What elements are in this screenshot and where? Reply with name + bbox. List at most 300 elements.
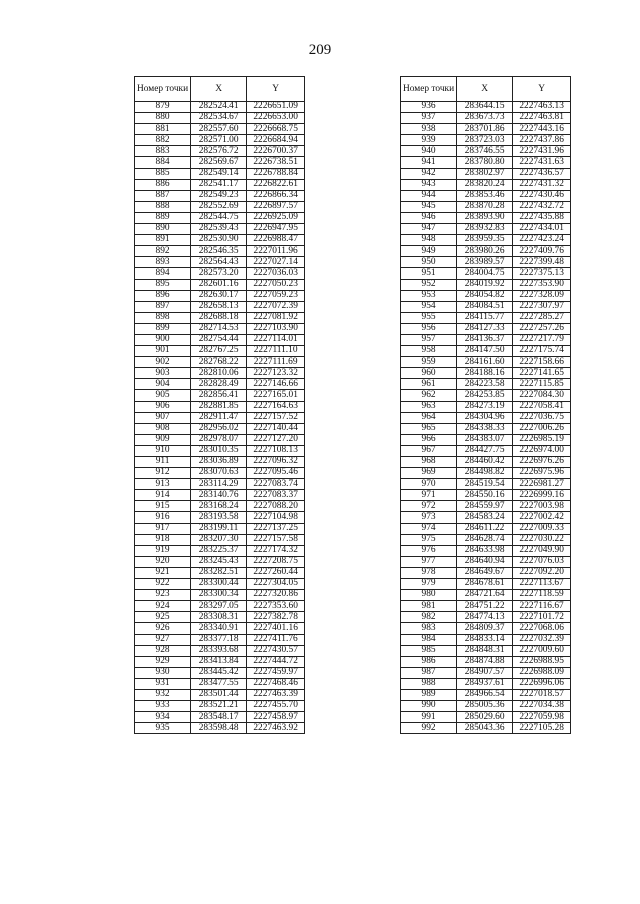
table-body-left xyxy=(135,102,305,734)
table-row xyxy=(401,401,571,412)
y-coordinate-cell: 2227059.98 xyxy=(513,712,571,723)
point-number-cell: 932 xyxy=(135,689,191,700)
point-number-cell: 936 xyxy=(401,102,457,113)
table-row xyxy=(401,190,571,201)
x-coordinate-cell: 283168.24 xyxy=(191,501,247,512)
point-number-cell: 953 xyxy=(401,290,457,301)
y-coordinate-cell: 2227011.96 xyxy=(247,246,305,257)
x-coordinate-cell: 284127.33 xyxy=(457,323,513,334)
point-number-cell: 922 xyxy=(135,579,191,590)
y-coordinate-cell: 2227108.13 xyxy=(247,445,305,456)
point-number-cell: 969 xyxy=(401,468,457,479)
point-number-cell: 972 xyxy=(401,501,457,512)
y-coordinate-cell: 2227083.37 xyxy=(247,490,305,501)
table-row xyxy=(401,678,571,689)
y-coordinate-cell: 2226996.06 xyxy=(513,678,571,689)
y-coordinate-cell: 2227111.69 xyxy=(247,357,305,368)
point-number-cell: 917 xyxy=(135,523,191,534)
table-row xyxy=(135,634,305,645)
table-row xyxy=(135,201,305,212)
table-row xyxy=(135,190,305,201)
x-coordinate-cell: 284611.22 xyxy=(457,523,513,534)
header-x: X xyxy=(457,77,513,102)
x-coordinate-cell: 284640.94 xyxy=(457,556,513,567)
point-number-cell: 988 xyxy=(401,678,457,689)
point-number-cell: 971 xyxy=(401,490,457,501)
y-coordinate-cell: 2227096.32 xyxy=(247,457,305,468)
x-coordinate-cell: 282828.49 xyxy=(191,379,247,390)
point-number-cell: 949 xyxy=(401,246,457,257)
x-coordinate-cell: 282564.43 xyxy=(191,257,247,268)
point-number-cell: 961 xyxy=(401,379,457,390)
point-number-cell: 909 xyxy=(135,434,191,445)
table-row xyxy=(401,712,571,723)
point-number-cell: 903 xyxy=(135,368,191,379)
table-row xyxy=(135,235,305,246)
table-row xyxy=(135,179,305,190)
table-row xyxy=(401,157,571,168)
x-coordinate-cell: 284559.97 xyxy=(457,501,513,512)
x-coordinate-cell: 283300.44 xyxy=(191,579,247,590)
table-row xyxy=(135,102,305,113)
x-coordinate-cell: 284874.88 xyxy=(457,656,513,667)
point-number-cell: 967 xyxy=(401,445,457,456)
point-number-cell: 978 xyxy=(401,567,457,578)
table-row xyxy=(135,279,305,290)
point-number-cell: 934 xyxy=(135,712,191,723)
table-row xyxy=(401,534,571,545)
point-number-cell: 893 xyxy=(135,257,191,268)
x-coordinate-cell: 282534.67 xyxy=(191,113,247,124)
y-coordinate-cell: 2227101.72 xyxy=(513,612,571,623)
y-coordinate-cell: 2227140.44 xyxy=(247,423,305,434)
y-coordinate-cell: 2226999.16 xyxy=(513,490,571,501)
table-row xyxy=(401,290,571,301)
table-row xyxy=(135,567,305,578)
point-number-cell: 943 xyxy=(401,179,457,190)
point-number-cell: 968 xyxy=(401,457,457,468)
point-number-cell: 931 xyxy=(135,678,191,689)
table-row xyxy=(401,323,571,334)
x-coordinate-cell: 283282.51 xyxy=(191,567,247,578)
y-coordinate-cell: 2227175.74 xyxy=(513,346,571,357)
y-coordinate-cell: 2227003.98 xyxy=(513,501,571,512)
table-row xyxy=(135,712,305,723)
x-coordinate-cell: 283207.30 xyxy=(191,534,247,545)
point-number-cell: 986 xyxy=(401,656,457,667)
x-coordinate-cell: 284907.57 xyxy=(457,667,513,678)
point-number-cell: 951 xyxy=(401,268,457,279)
x-coordinate-cell: 283521.21 xyxy=(191,701,247,712)
point-number-cell: 947 xyxy=(401,224,457,235)
x-coordinate-cell: 283870.28 xyxy=(457,201,513,212)
table-row xyxy=(135,401,305,412)
y-coordinate-cell: 2227058.41 xyxy=(513,401,571,412)
y-coordinate-cell: 2227111.10 xyxy=(247,346,305,357)
table-row xyxy=(135,368,305,379)
table-row xyxy=(135,423,305,434)
y-coordinate-cell: 2227146.66 xyxy=(247,379,305,390)
x-coordinate-cell: 284188.16 xyxy=(457,368,513,379)
x-coordinate-cell: 282856.41 xyxy=(191,390,247,401)
point-number-cell: 944 xyxy=(401,190,457,201)
y-coordinate-cell: 2227443.16 xyxy=(513,124,571,135)
point-number-cell: 901 xyxy=(135,346,191,357)
x-coordinate-cell: 282754.44 xyxy=(191,334,247,345)
table-row xyxy=(135,445,305,456)
x-coordinate-cell: 284427.75 xyxy=(457,445,513,456)
y-coordinate-cell: 2227158.66 xyxy=(513,357,571,368)
x-coordinate-cell: 282549.23 xyxy=(191,190,247,201)
x-coordinate-cell: 284019.92 xyxy=(457,279,513,290)
x-coordinate-cell: 282549.14 xyxy=(191,168,247,179)
point-number-cell: 976 xyxy=(401,545,457,556)
point-number-cell: 920 xyxy=(135,556,191,567)
y-coordinate-cell: 2226976.26 xyxy=(513,457,571,468)
y-coordinate-cell: 2227114.01 xyxy=(247,334,305,345)
x-coordinate-cell: 283501.44 xyxy=(191,689,247,700)
x-coordinate-cell: 283644.15 xyxy=(457,102,513,113)
x-coordinate-cell: 283140.76 xyxy=(191,490,247,501)
table-row xyxy=(135,534,305,545)
y-coordinate-cell: 2226653.00 xyxy=(247,113,305,124)
x-coordinate-cell: 283413.84 xyxy=(191,656,247,667)
table-row xyxy=(135,301,305,312)
y-coordinate-cell: 2227165.01 xyxy=(247,390,305,401)
table-row xyxy=(401,279,571,290)
x-coordinate-cell: 284721.64 xyxy=(457,590,513,601)
y-coordinate-cell: 2227002.42 xyxy=(513,512,571,523)
x-coordinate-cell: 284649.67 xyxy=(457,567,513,578)
y-coordinate-cell: 2227084.30 xyxy=(513,390,571,401)
y-coordinate-cell: 2227095.46 xyxy=(247,468,305,479)
x-coordinate-cell: 283377.18 xyxy=(191,634,247,645)
table-row xyxy=(135,479,305,490)
y-coordinate-cell: 2227083.74 xyxy=(247,479,305,490)
table-row xyxy=(135,667,305,678)
x-coordinate-cell: 283114.29 xyxy=(191,479,247,490)
table-row xyxy=(135,556,305,567)
x-coordinate-cell: 284004.75 xyxy=(457,268,513,279)
point-number-cell: 892 xyxy=(135,246,191,257)
table-row xyxy=(401,379,571,390)
x-coordinate-cell: 282576.72 xyxy=(191,146,247,157)
table-row xyxy=(135,113,305,124)
point-number-cell: 956 xyxy=(401,323,457,334)
x-coordinate-cell: 282630.17 xyxy=(191,290,247,301)
point-number-cell: 900 xyxy=(135,334,191,345)
point-number-cell: 924 xyxy=(135,601,191,612)
y-coordinate-cell: 2227463.13 xyxy=(513,102,571,113)
table-row xyxy=(401,168,571,179)
y-coordinate-cell: 2226988.09 xyxy=(513,667,571,678)
table-row xyxy=(135,157,305,168)
point-number-cell: 899 xyxy=(135,323,191,334)
x-coordinate-cell: 284338.33 xyxy=(457,423,513,434)
y-coordinate-cell: 2227009.33 xyxy=(513,523,571,534)
x-coordinate-cell: 283548.17 xyxy=(191,712,247,723)
y-coordinate-cell: 2227036.03 xyxy=(247,268,305,279)
point-number-cell: 935 xyxy=(135,723,191,734)
y-coordinate-cell: 2226684.94 xyxy=(247,135,305,146)
x-coordinate-cell: 284937.61 xyxy=(457,678,513,689)
y-coordinate-cell: 2227328.09 xyxy=(513,290,571,301)
point-number-cell: 940 xyxy=(401,146,457,157)
table-row xyxy=(135,379,305,390)
table-row xyxy=(401,434,571,445)
x-coordinate-cell: 284678.61 xyxy=(457,579,513,590)
y-coordinate-cell: 2227431.96 xyxy=(513,146,571,157)
x-coordinate-cell: 285043.36 xyxy=(457,723,513,734)
point-number-cell: 916 xyxy=(135,512,191,523)
y-coordinate-cell: 2226988.95 xyxy=(513,656,571,667)
table-row xyxy=(135,168,305,179)
y-coordinate-cell: 2227137.25 xyxy=(247,523,305,534)
table-row xyxy=(135,135,305,146)
point-number-cell: 910 xyxy=(135,445,191,456)
table-row xyxy=(401,590,571,601)
point-number-cell: 883 xyxy=(135,146,191,157)
table-row xyxy=(401,701,571,712)
table-row xyxy=(401,179,571,190)
y-coordinate-cell: 2227285.27 xyxy=(513,312,571,323)
y-coordinate-cell: 2227164.63 xyxy=(247,401,305,412)
point-number-cell: 896 xyxy=(135,290,191,301)
y-coordinate-cell: 2227257.26 xyxy=(513,323,571,334)
y-coordinate-cell: 2227032.39 xyxy=(513,634,571,645)
point-number-cell: 959 xyxy=(401,357,457,368)
y-coordinate-cell: 2227411.76 xyxy=(247,634,305,645)
point-number-cell: 966 xyxy=(401,434,457,445)
table-row xyxy=(401,224,571,235)
point-number-cell: 981 xyxy=(401,601,457,612)
point-number-cell: 905 xyxy=(135,390,191,401)
table-row xyxy=(135,689,305,700)
y-coordinate-cell: 2227009.60 xyxy=(513,645,571,656)
point-number-cell: 898 xyxy=(135,312,191,323)
point-number-cell: 960 xyxy=(401,368,457,379)
table-row xyxy=(401,623,571,634)
x-coordinate-cell: 284498.82 xyxy=(457,468,513,479)
point-number-cell: 923 xyxy=(135,590,191,601)
point-number-cell: 881 xyxy=(135,124,191,135)
y-coordinate-cell: 2227072.39 xyxy=(247,301,305,312)
point-number-cell: 908 xyxy=(135,423,191,434)
table-row xyxy=(135,523,305,534)
y-coordinate-cell: 2227463.39 xyxy=(247,689,305,700)
table-row xyxy=(135,268,305,279)
x-coordinate-cell: 284273.19 xyxy=(457,401,513,412)
point-number-cell: 948 xyxy=(401,235,457,246)
table-row xyxy=(135,601,305,612)
x-coordinate-cell: 282530.90 xyxy=(191,235,247,246)
table-row xyxy=(135,590,305,601)
table-row xyxy=(135,501,305,512)
y-coordinate-cell: 2226738.51 xyxy=(247,157,305,168)
y-coordinate-cell: 2227123.32 xyxy=(247,368,305,379)
y-coordinate-cell: 2227127.20 xyxy=(247,434,305,445)
y-coordinate-cell: 2227034.38 xyxy=(513,701,571,712)
y-coordinate-cell: 2227059.23 xyxy=(247,290,305,301)
x-coordinate-cell: 284084.51 xyxy=(457,301,513,312)
table-row xyxy=(401,301,571,312)
point-number-cell: 902 xyxy=(135,357,191,368)
point-number-cell: 977 xyxy=(401,556,457,567)
table-row xyxy=(135,290,305,301)
y-coordinate-cell: 2227081.92 xyxy=(247,312,305,323)
x-coordinate-cell: 282573.20 xyxy=(191,268,247,279)
table-row xyxy=(135,323,305,334)
table-row xyxy=(401,124,571,135)
table-row xyxy=(401,457,571,468)
table-row xyxy=(135,678,305,689)
x-coordinate-cell: 283959.35 xyxy=(457,235,513,246)
x-coordinate-cell: 283820.24 xyxy=(457,179,513,190)
x-coordinate-cell: 282544.75 xyxy=(191,212,247,223)
table-row xyxy=(401,246,571,257)
point-number-cell: 979 xyxy=(401,579,457,590)
y-coordinate-cell: 2227115.85 xyxy=(513,379,571,390)
table-row xyxy=(401,102,571,113)
x-coordinate-cell: 282552.69 xyxy=(191,201,247,212)
y-coordinate-cell: 2227434.01 xyxy=(513,224,571,235)
y-coordinate-cell: 2227463.92 xyxy=(247,723,305,734)
x-coordinate-cell: 282810.06 xyxy=(191,368,247,379)
table-header-row xyxy=(135,77,305,102)
x-coordinate-cell: 283308.31 xyxy=(191,612,247,623)
x-coordinate-cell: 284583.24 xyxy=(457,512,513,523)
x-coordinate-cell: 284809.37 xyxy=(457,623,513,634)
point-number-cell: 894 xyxy=(135,268,191,279)
point-number-cell: 914 xyxy=(135,490,191,501)
x-coordinate-cell: 284751.22 xyxy=(457,601,513,612)
point-number-cell: 942 xyxy=(401,168,457,179)
point-number-cell: 983 xyxy=(401,623,457,634)
y-coordinate-cell: 2226822.61 xyxy=(247,179,305,190)
x-coordinate-cell: 282714.53 xyxy=(191,323,247,334)
point-number-cell: 889 xyxy=(135,212,191,223)
y-coordinate-cell: 2227092.20 xyxy=(513,567,571,578)
x-coordinate-cell: 284550.16 xyxy=(457,490,513,501)
x-coordinate-cell: 282881.85 xyxy=(191,401,247,412)
point-number-cell: 975 xyxy=(401,534,457,545)
y-coordinate-cell: 2227141.65 xyxy=(513,368,571,379)
x-coordinate-cell: 282524.41 xyxy=(191,102,247,113)
y-coordinate-cell: 2227157.52 xyxy=(247,412,305,423)
point-number-cell: 919 xyxy=(135,545,191,556)
table-row xyxy=(135,701,305,712)
x-coordinate-cell: 283893.90 xyxy=(457,212,513,223)
table-row xyxy=(401,634,571,645)
point-number-cell: 950 xyxy=(401,257,457,268)
table-row xyxy=(401,445,571,456)
x-coordinate-cell: 283297.05 xyxy=(191,601,247,612)
y-coordinate-cell: 2227436.57 xyxy=(513,168,571,179)
x-coordinate-cell: 282541.17 xyxy=(191,179,247,190)
y-coordinate-cell: 2226947.95 xyxy=(247,224,305,235)
x-coordinate-cell: 283070.63 xyxy=(191,468,247,479)
y-coordinate-cell: 2227307.97 xyxy=(513,301,571,312)
table-row xyxy=(401,667,571,678)
y-coordinate-cell: 2227030.22 xyxy=(513,534,571,545)
y-coordinate-cell: 2227432.72 xyxy=(513,201,571,212)
y-coordinate-cell: 2227036.75 xyxy=(513,412,571,423)
y-coordinate-cell: 2227049.90 xyxy=(513,545,571,556)
x-coordinate-cell: 282911.47 xyxy=(191,412,247,423)
table-row xyxy=(401,512,571,523)
point-number-cell: 985 xyxy=(401,645,457,656)
point-number-cell: 939 xyxy=(401,135,457,146)
table-row xyxy=(401,257,571,268)
table-body-right xyxy=(401,102,571,734)
x-coordinate-cell: 282557.60 xyxy=(191,124,247,135)
y-coordinate-cell: 2227076.03 xyxy=(513,556,571,567)
table-row xyxy=(135,312,305,323)
y-coordinate-cell: 2227105.28 xyxy=(513,723,571,734)
point-number-cell: 887 xyxy=(135,190,191,201)
y-coordinate-cell: 2227409.76 xyxy=(513,246,571,257)
table-row xyxy=(401,556,571,567)
x-coordinate-cell: 283980.26 xyxy=(457,246,513,257)
table-row xyxy=(135,512,305,523)
point-number-cell: 991 xyxy=(401,712,457,723)
x-coordinate-cell: 283193.58 xyxy=(191,512,247,523)
y-coordinate-cell: 2226651.09 xyxy=(247,102,305,113)
point-number-cell: 888 xyxy=(135,201,191,212)
y-coordinate-cell: 2227459.97 xyxy=(247,667,305,678)
y-coordinate-cell: 2227430.57 xyxy=(247,645,305,656)
table-row xyxy=(401,346,571,357)
point-number-cell: 926 xyxy=(135,623,191,634)
point-number-cell: 984 xyxy=(401,634,457,645)
x-coordinate-cell: 282569.67 xyxy=(191,157,247,168)
point-number-cell: 928 xyxy=(135,645,191,656)
point-number-cell: 987 xyxy=(401,667,457,678)
x-coordinate-cell: 284383.07 xyxy=(457,434,513,445)
point-number-cell: 946 xyxy=(401,212,457,223)
y-coordinate-cell: 2226866.34 xyxy=(247,190,305,201)
table-row xyxy=(135,246,305,257)
y-coordinate-cell: 2227431.32 xyxy=(513,179,571,190)
x-coordinate-cell: 284848.31 xyxy=(457,645,513,656)
x-coordinate-cell: 285005.36 xyxy=(457,701,513,712)
point-number-cell: 886 xyxy=(135,179,191,190)
y-coordinate-cell: 2227116.67 xyxy=(513,601,571,612)
x-coordinate-cell: 284223.58 xyxy=(457,379,513,390)
table-row xyxy=(135,124,305,135)
table-row xyxy=(401,201,571,212)
y-coordinate-cell: 2226788.84 xyxy=(247,168,305,179)
y-coordinate-cell: 2227118.59 xyxy=(513,590,571,601)
table-header-row xyxy=(401,77,571,102)
y-coordinate-cell: 2227157.58 xyxy=(247,534,305,545)
y-coordinate-cell: 2227430.46 xyxy=(513,190,571,201)
table-row xyxy=(401,212,571,223)
table-row xyxy=(401,334,571,345)
y-coordinate-cell: 2227375.13 xyxy=(513,268,571,279)
x-coordinate-cell: 282539.43 xyxy=(191,224,247,235)
y-coordinate-cell: 2227304.05 xyxy=(247,579,305,590)
x-coordinate-cell: 283673.73 xyxy=(457,113,513,124)
point-number-cell: 982 xyxy=(401,612,457,623)
x-coordinate-cell: 283300.34 xyxy=(191,590,247,601)
y-coordinate-cell: 2226975.96 xyxy=(513,468,571,479)
point-number-cell: 918 xyxy=(135,534,191,545)
x-coordinate-cell: 284633.98 xyxy=(457,545,513,556)
x-coordinate-cell: 283598.48 xyxy=(191,723,247,734)
point-number-cell: 921 xyxy=(135,567,191,578)
y-coordinate-cell: 2227382.78 xyxy=(247,612,305,623)
